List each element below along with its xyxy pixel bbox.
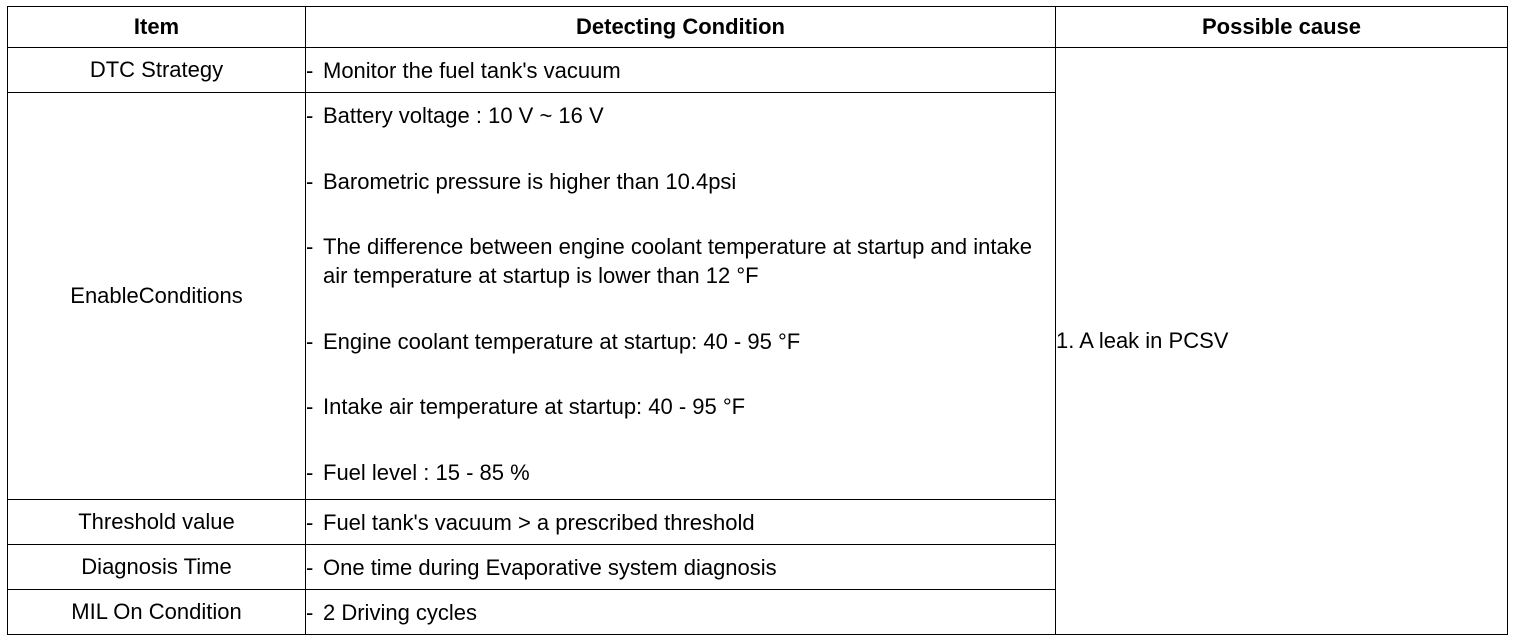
header-possible-cause: Possible cause bbox=[1056, 7, 1508, 48]
dash-bullet: - bbox=[306, 168, 314, 194]
dash-bullet: - bbox=[306, 554, 314, 580]
condition-threshold-value bbox=[306, 500, 1056, 545]
enable-conditions-list bbox=[306, 93, 1055, 495]
condition-text: Barometric pressure is higher than 10.4psi bbox=[323, 168, 737, 194]
row-dtc-strategy bbox=[8, 48, 1508, 93]
item-threshold-value: Threshold value bbox=[8, 500, 306, 545]
header-row bbox=[8, 7, 1508, 48]
condition-enable-conditions bbox=[306, 93, 1056, 500]
condition-diagnosis-time bbox=[306, 545, 1056, 590]
dash-bullet: - bbox=[306, 57, 314, 83]
condition-text: Monitor the fuel tank's vacuum bbox=[323, 57, 621, 83]
dash-bullet: - bbox=[306, 459, 314, 485]
condition-text: Fuel level : 15 - 85 % bbox=[323, 459, 530, 485]
condition-line bbox=[306, 458, 1055, 487]
condition-dtc-strategy bbox=[306, 48, 1056, 93]
dash-bullet: - bbox=[306, 328, 314, 354]
condition-text: Fuel tank's vacuum > a prescribed threshold bbox=[323, 509, 755, 535]
condition-line bbox=[306, 167, 1055, 196]
condition-line bbox=[306, 56, 1055, 85]
condition-line bbox=[306, 327, 1055, 356]
condition-text: 2 Driving cycles bbox=[323, 599, 478, 625]
item-enable-conditions: EnableConditions bbox=[8, 93, 306, 500]
possible-cause-cell: 1. A leak in PCSV bbox=[1056, 48, 1508, 635]
condition-line bbox=[306, 553, 1055, 582]
condition-text: Intake air temperature at startup: 40 - 95 °F bbox=[323, 394, 746, 420]
item-mil-on-condition: MIL On Condition bbox=[8, 590, 306, 635]
dash-bullet: - bbox=[306, 509, 314, 535]
dash-bullet: - bbox=[306, 103, 314, 128]
header-item: Item bbox=[8, 7, 306, 48]
header-detecting-condition: Detecting Condition bbox=[306, 7, 1056, 48]
condition-line bbox=[306, 598, 1055, 627]
dash-bullet: - bbox=[306, 234, 314, 260]
item-diagnosis-time: Diagnosis Time bbox=[8, 545, 306, 590]
dash-bullet: - bbox=[306, 394, 314, 420]
condition-text: Battery voltage : 10 V ~ 16 V bbox=[323, 103, 604, 128]
dtc-table bbox=[7, 6, 1508, 635]
condition-line bbox=[306, 508, 1055, 537]
condition-line bbox=[306, 392, 1055, 421]
condition-text: The difference between engine coolant temperature at startup and intake air temperature at startup is lower than 12 °F bbox=[323, 234, 1032, 289]
condition-mil-on-condition bbox=[306, 590, 1056, 635]
condition-line bbox=[306, 232, 1055, 290]
condition-line bbox=[306, 101, 1055, 130]
dash-bullet: - bbox=[306, 599, 314, 625]
item-dtc-strategy: DTC Strategy bbox=[8, 48, 306, 93]
condition-text: One time during Evaporative system diagnosis bbox=[323, 554, 777, 580]
condition-text: Engine coolant temperature at startup: 40 - 95 °F bbox=[323, 328, 801, 354]
